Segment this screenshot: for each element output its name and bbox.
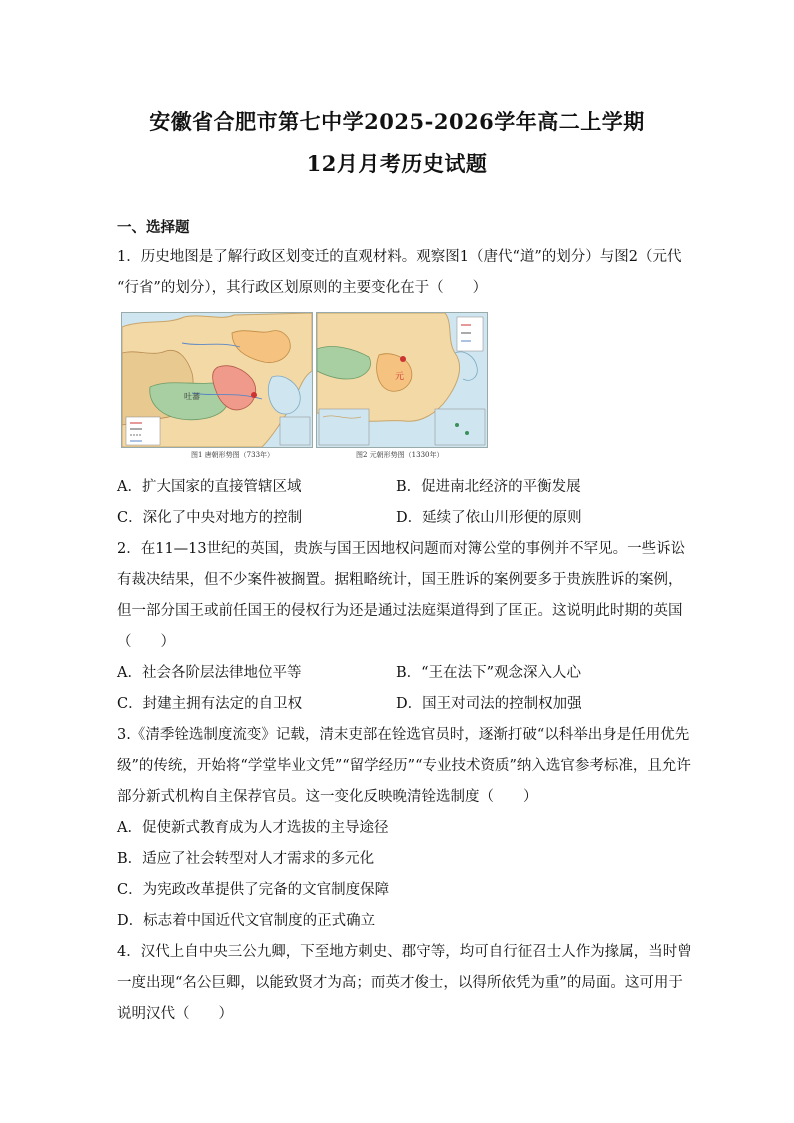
q1-stem-line1: 1．历史地图是了解行政区划变迁的直观材料。观察图1（唐代“道”的划分）与图2（元代 xyxy=(117,249,682,265)
q2-stem-line2: 有裁决结果，但不少案件被搁置。据粗略统计，国王胜诉的案例要多于贵族胜诉的案例， xyxy=(117,572,683,588)
q3-option-a[interactable]: A．促使新式教育成为人才选拔的主导途径 xyxy=(117,820,389,836)
q1-maps xyxy=(121,312,487,462)
q1-option-b[interactable]: B．促进南北经济的平衡发展 xyxy=(396,479,581,495)
q3-stem-line2: 级”的传统，开始将“学堂毕业文凭”“留学经历”“专业技术资质”纳入选官参考标准，且允许 xyxy=(117,758,691,774)
exam-title-line2: 12月月考历史试题 xyxy=(306,151,488,176)
q2-stem-line4: （ ） xyxy=(117,634,175,650)
yuan-map-label: 元 xyxy=(395,372,405,382)
q1-option-c[interactable]: C．深化了中央对地方的控制 xyxy=(117,510,303,526)
map2-caption: 图2 元朝形势图（1330年） xyxy=(356,451,444,459)
q2-option-d[interactable]: D．国王对司法的控制权加强 xyxy=(396,696,582,712)
q3-option-d[interactable]: D．标志着中国近代文官制度的正式确立 xyxy=(117,913,376,929)
q1-option-d[interactable]: D．延续了依山川形便的原则 xyxy=(396,510,582,526)
q1-stem-line2: “行省”的划分），其行政区划原则的主要变化在于（ ） xyxy=(117,280,488,296)
q2-stem-line3: 但一部分国王或前任国王的侵权行为还是通过法庭渠道得到了匡正。这说明此时期的英国 xyxy=(117,603,683,619)
q2-option-b[interactable]: B．“王在法下”观念深入人心 xyxy=(396,665,581,681)
q2-stem-line1: 2．在11—13世纪的英国，贵族与国王因地权问题而对簿公堂的事例并不罕见。一些诉讼 xyxy=(117,541,686,557)
map1-caption: 图1 唐朝形势图（733年） xyxy=(191,451,275,459)
section-heading: 一、选择题 xyxy=(117,219,190,236)
exam-title-line1: 安徽省合肥市第七中学2025-2026学年高二上学期 xyxy=(149,109,645,134)
q3-stem-line1: 3.《清季铨选制度流变》记载，清末吏部在铨选官员时，逐渐打破“以科举出身是任用优先 xyxy=(117,727,690,743)
q4-stem-line1: 4．汉代上自中央三公九卿，下至地方刺史、郡守等，均可自行征召士人作为掾属，当时曾 xyxy=(117,944,692,960)
q3-option-b[interactable]: B．适应了社会转型对人才需求的多元化 xyxy=(117,851,375,867)
q1-option-a[interactable]: A．扩大国家的直接管辖区域 xyxy=(117,479,302,495)
q2-option-a[interactable]: A．社会各阶层法律地位平等 xyxy=(117,665,302,681)
q4-stem-line3: 说明汉代（ ） xyxy=(117,1006,233,1022)
q4-stem-line2: 一度出现“名公巨卿，以能致贤才为高；而英才俊士，以得所依凭为重”的局面。这可用于 xyxy=(117,975,683,991)
yuan-dynasty-map xyxy=(316,312,488,448)
tang-map-label-tubo: 吐蕃 xyxy=(184,392,200,401)
tang-dynasty-map xyxy=(121,312,313,448)
q3-option-c[interactable]: C．为宪政改革提供了完备的文官制度保障 xyxy=(117,882,390,898)
q2-option-c[interactable]: C．封建主拥有法定的自卫权 xyxy=(117,696,303,712)
q3-stem-line3: 部分新式机构自主保荐官员。这一变化反映晚清铨选制度（ ） xyxy=(117,789,538,805)
